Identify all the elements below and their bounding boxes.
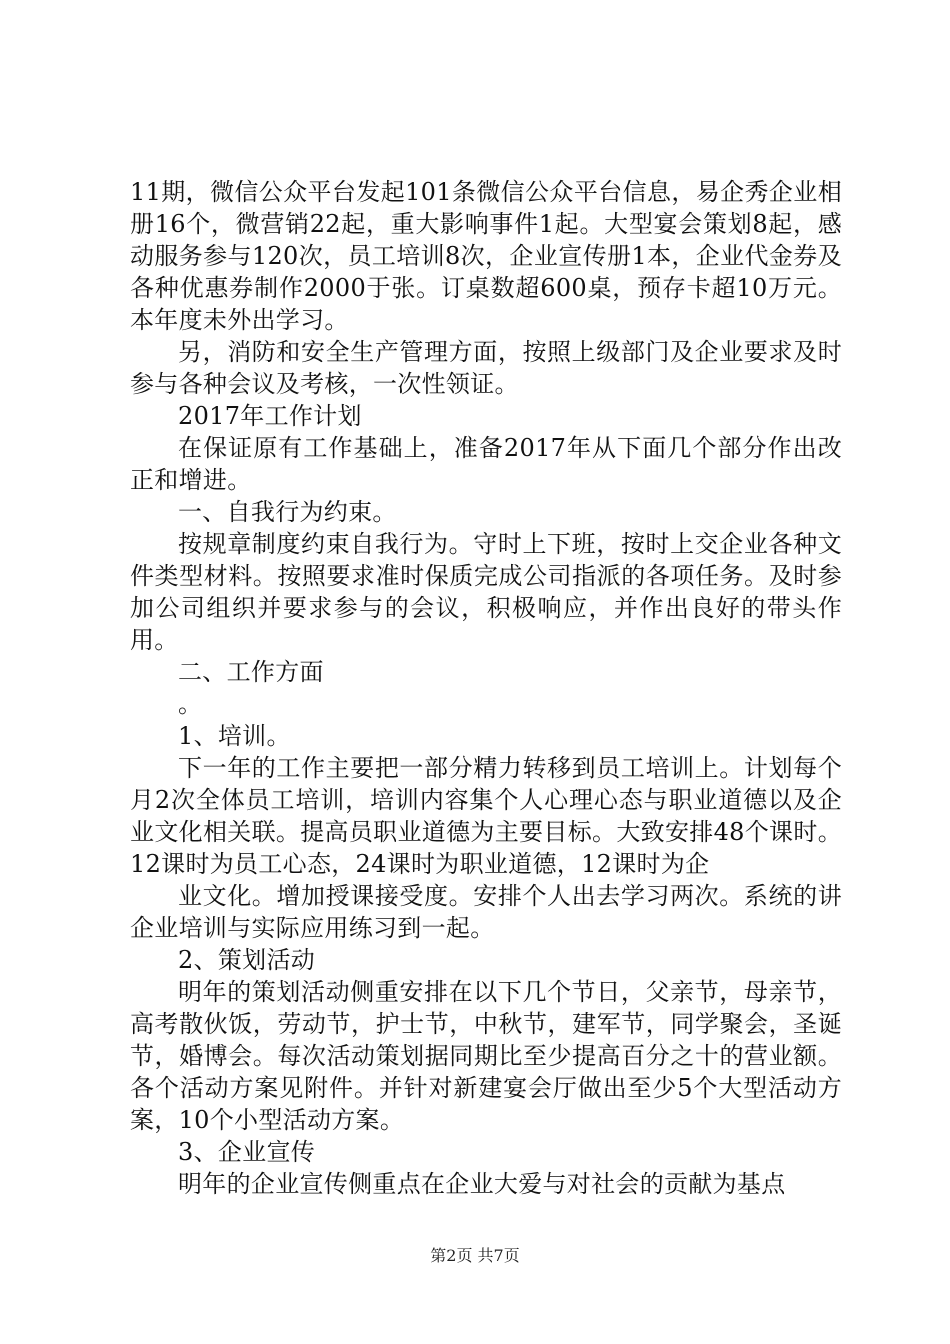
paragraph-stray-period: 。 (178, 690, 203, 718)
paragraph-plan-intro: 在保证原有工作基础上，准备2017年从下面几个部分作出改正和增进。 (130, 434, 842, 494)
page-number-footer: 第2页 共7页 (430, 1246, 520, 1265)
paragraph-event-planning: 明年的策划活动侧重安排在以下几个节日，父亲节，母亲节，高考散伙饭，劳动节，护士节，中秋节，建军节，同学聚会，圣诞节，婚博会。每次活动策划据同期比至少提高百分之十的营业额。各个活动方案见附件。并针对新建宴会厅做出至少5个大型活动方案，10个小型活动方案。 (130, 978, 842, 1134)
heading-training: 1、培训。 (178, 722, 291, 750)
paragraph-stats: 11期，微信公众平台发起101条微信公众平台信息，易企秀企业相册16个，微营销22起，重大影响事件1起。大型宴会策划8起，感动服务参与120次，员工培训8次，企业宣传册1本，企业代金券及各种优惠券制作2000于张。订桌数超600桌，预存卡超10万元。本年度未外出学习。 (130, 178, 842, 334)
heading-self-discipline: 一、自我行为约束。 (178, 498, 397, 526)
heading-publicity: 3、企业宣传 (178, 1138, 316, 1166)
heading-event-planning: 2、策划活动 (178, 946, 316, 974)
paragraph-training: 下一年的工作主要把一部分精力转移到员工培训上。计划每个月2次全体员工培训，培训内容集个人心理心态与职业道德以及企业文化相关联。提高员职业道德为主要目标。大致安排48个课时。12课时为员工心态，24课时为职业道德，12课时为企 (130, 754, 842, 878)
section-heading-plan: 2017年工作计划 (178, 402, 362, 430)
paragraph-safety: 另，消防和安全生产管理方面，按照上级部门及企业要求及时参与各种会议及考核，一次性领证。 (130, 338, 842, 398)
paragraph-self-discipline: 按规章制度约束自我行为。守时上下班，按时上交企业各种文件类型材料。按照要求准时保质完成公司指派的各项任务。及时参加公司组织并要求参与的会议，积极响应，并作出良好的带头作用。 (130, 530, 842, 654)
heading-work-aspects: 二、工作方面 (178, 658, 324, 686)
paragraph-training-continued: 业文化。增加授课接受度。安排个人出去学习两次。系统的讲企业培训与实际应用练习到一起。 (130, 882, 842, 942)
paragraph-publicity: 明年的企业宣传侧重点在企业大爱与对社会的贡献为基点 (178, 1170, 786, 1198)
document-body (130, 176, 842, 1200)
